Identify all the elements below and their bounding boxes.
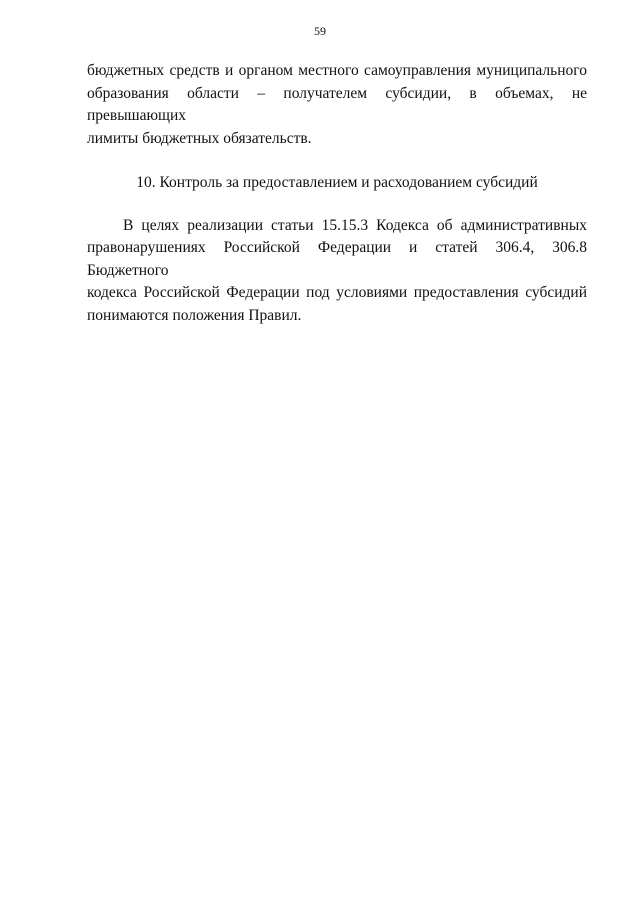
document-body (87, 60, 587, 327)
text-line: образования области – получателем субсидии, в объемах, не превышающих (87, 84, 587, 124)
text-line: бюджетных средств и органом местного самоуправления муниципального (87, 62, 587, 79)
section-heading: 10. Контроль за предоставлением и расходованием субсидий (136, 174, 538, 191)
text-line: В целях реализации статьи 15.15.3 Кодекса об административных (123, 216, 587, 234)
section-paragraph (87, 215, 587, 328)
text-line: кодекса Российской Федерации под условиями предоставления субсидий (87, 284, 587, 301)
text-line: правонарушениях Российской Федерации и статей 306.4, 306.8 Бюджетного (87, 239, 587, 279)
continuation-paragraph (87, 60, 587, 150)
text-line: лимиты бюджетных обязательств. (87, 129, 312, 147)
page-number: 59 (314, 24, 326, 38)
text-line: понимаются положения Правил. (87, 306, 302, 324)
